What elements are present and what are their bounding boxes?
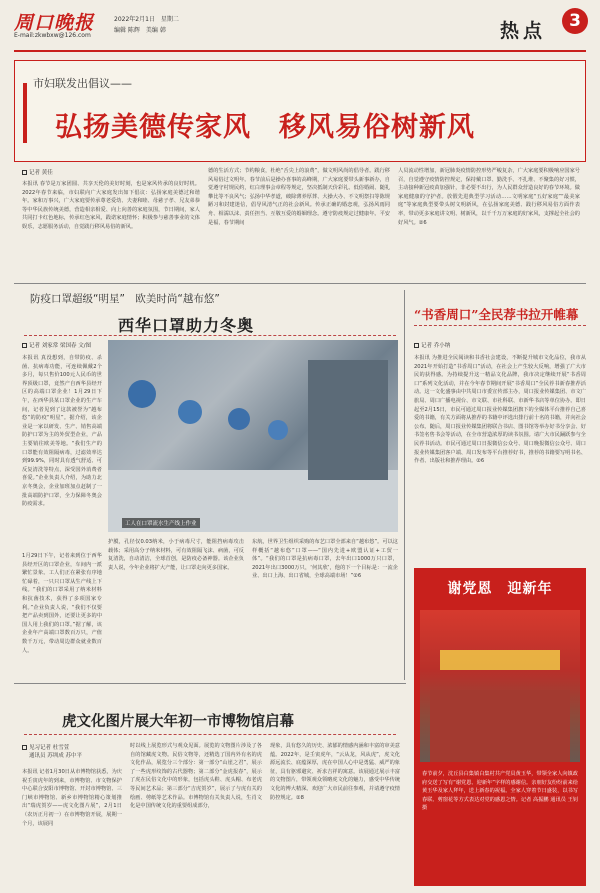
story5-byline: 见习记者 杜雪萱 通讯员 苏圳成 苏中平 — [22, 744, 112, 760]
story5-col2: 时以线上展览形式与观众见面。展览的文物图片涉及了各自的馆藏虎文物。民俗文物等，还精选了国内外有名的虎文化作品，展览分三个部分：第一部分“山崖之君”，展示了一些虎形纹饰的古代器物；第二部分“金虎报春”，展示了虎在民俗文化中的形象，包括虎头鞋、虎头帽、布老虎等民间艺术品；第三部分“吉虎贺岁”，展示了与虎有关的绘画、剪纸等艺术作品。市博物馆有关负责人说，生肖文化是中国传统文化的重要组成部分， — [130, 743, 262, 810]
story1-col1: 本报讯 春节是万家团圆、共享天伦的美好时刻，也是家风传承的良好时机。2022年春节来临，市妇联向广大家庭发出如下倡议：弘扬家庭美德过和谐年。家和万事兴，广大家庭要传承尊老爱幼、夫妻和睦、母慈子孝、兄友弟恭等中华民族传统美德，营造相亲相爱、向上向善的家庭氛围，节日期间，家人共同打卡红色地标，传承红色家风，践诺家庭情怀；积极参与慈善事业的文体娱乐，志愿服务活动，自觉践行移风易俗的新风。 — [22, 181, 200, 230]
story5-col3: 现象，具有悠久的历史、浓郁的情感内涵和丰富的审美意蕴。2022年，是壬寅虎年，“云从龙，风从虎”，虎文化源远流长、底蕴深厚，虎在中国人心中是勇猛、威严的象征，具有驱邪避灾、祈求吉祥的寓意。该展通过展示丰富的文物图片，带领观众领略虎文化的魅力，感受中华传统文化的博大精深。欢迎广大市民前往参观，并请遵守疫情防控规定。②8 — [270, 743, 400, 801]
page-number-badge: 3 — [562, 8, 588, 34]
story2-col2: 1月29日下午，记者来到位于西华县经开区的口罩企业，车间内一派繁忙景象。工人们正在紧张有序地忙碌着，一只只口罩从生产线上下线。“我们的口罩采用了纳米材料和抗菌技术，获得了多项国家专利。”企业负责人说，“我们不仅要把产品卖到国外，还要让更多的中国人用上我们的口罩。”据了解，该企业年产高端口罩数百万只，产值数千万元，带动周边群众就业数百人。 — [22, 553, 102, 654]
story2-col1: 本报讯 真没想到，自带防疫、杀菌、抗病毒功能，可连续佩戴2个多月，每只售价100元人民币的世界顶级口罩，竟然产自西华县经开区的高端口罩企业！1月29日下午，在西华县某口罩企业的生产车间，记者见到了这款被誉为“越布悠”的防疫“明星”。据介绍，该企业是一家以研发、生产、销售高端防护口罩为主的外贸型企业，产品主要销往欧美等地。“我们生产的口罩能有效阻隔病毒，过滤效率达到99.9%，同时具有透气舒适、可反复清洗等特点，深受国外消费者喜爱。”企业负责人介绍，为助力北京冬奥会，企业加班加点赶制了一批高端防护口罩，全力保障冬奥会防疫需求。 — [22, 355, 102, 508]
email-line: E-mail:zkwbxw@126.com — [14, 32, 91, 39]
story1-byline: 记者 黄佳 — [22, 169, 53, 177]
mask-factory-photo — [108, 340, 398, 532]
story4-caption: 春节前夕，沈丘县白集镇白集村共产党员黄玉华，带领全家人向镇政府交送了写有“谢党恩、迎新年”字样的感谢信。亲朋好友纷纷前来给黄玉华及家人拜年，送上新春的祝福。全家人穿着节日盛装，以书写春联、剪窗花等方式表达对党的感恩之情。记者 高振鹏 通讯员 王钊 摄 — [422, 771, 578, 812]
newspaper-logo: 周口晚报 — [14, 12, 95, 34]
masthead — [14, 8, 586, 48]
story2-col3: 护膜，孔径仅0.03纳米，小于病毒尺寸，能阻挡病毒攻击载体；采用高分子纳米材料，可有效阻隔飞沫、病菌，可反复清洗，自动清洁，全球首创，是防疫必备神器。该企业负责人说，今年企业将扩大产能，让口罩走向更多国家。 — [108, 539, 244, 571]
story5-headline: 虎文化图片展大年初一市博物馆启幕 — [62, 713, 294, 730]
story2-headline: 西华口罩助力冬奥 — [118, 316, 255, 335]
story4-banner: 谢党恩 迎新年 — [447, 581, 553, 597]
story1-col2: 德的生活方式；节约粮食，杜绝“舌尖上的浪费”，做文明风尚的倡导者。践行移风易俗过文明年。春节前后是操办喜事的高峰期，广大家庭要带头新事新办，自觉遵守村规民约，红白理事会章程等规定，坚决抵制天价彩礼、低俗婚闹、随礼攀比等不良风气；弘扬中华孝道，破除薄养厚葬、大操大办、不文明祭扫等陈规陋习和封建迷信，倡导风清气正的社会新风。传承正确的婚恋观，弘扬风雨同舟、相濡以沫、责任担当、互敬互爱的婚姻理念。遵守防疫规定过健康年。平安是福，春节期间 — [208, 168, 390, 226]
section-title: 热点 — [500, 20, 547, 42]
story2-col4: 东航，世界卫生组织采购的布艺口罩全部来自“越布悠”。可以这样概括“越布悠”口罩——“国内先进+欧盟认证+工贸一体”。“我们的口罩是抗病毒口罩，去年出口1000万只口罩，2021年出口3000万只，‘何其欣’，他的下一个目标是：一流企业、出口上海、出口省城，全球高端市场！”②6 — [252, 539, 398, 580]
story4-box — [414, 568, 586, 886]
photo-caption: 工人在口罩流水生产线上作业 — [122, 518, 200, 528]
story5-col1: 本报讯 记者1月30日从市博物馆获悉，为庆祝壬寅虎年的到来，市博物馆、市文物保护中心联合安阳市博物馆、开封市博物馆、三门峡市博物馆、新乡市博物馆精心策划推出“瑞虎贺岁——虎文化图片展”，2月1日（农历正月初一）在市博物馆开展，展期一个月，该展同 — [22, 769, 122, 827]
issue-date: 2022年2月1日 星期二 — [114, 16, 179, 23]
story2-kicker: 防疫口罩超级“明星” 欧美时尚“越布悠” — [30, 293, 220, 305]
editor-line: 编辑 陈辉 美编 韩 — [114, 27, 166, 34]
story1-header-box — [14, 60, 586, 162]
story3-body: 本报讯 为推进全民阅读和书香社会建设，不断提升城市文化品位，我市从2021年开始打造“书香周口”活动，在社会上产生较大反响，增强了广大市民的获得感。为持续提升这一精品文化品牌，我市决定继续开展“书香周口”系列文化活动，并在今年春节期间开展“书香周口”全民荐书新春推荐活动。这一文化盛事由中共周口市委宣传部主办，周口报业传媒集团、市文广旅局、周口广播电视台、市文联、市社科联、市新华书店等单位协办。即日起至2月15日，市民可通过周口报业传媒集团旗下的全媒体平台推荐自己喜爱的书籍，有关方面将从推荐的书籍中评选出排行前十名的书籍，并向社会公布。随后，周口报业传媒集团将联合书店、图书馆等举办好书分享会、好书签名售书会等活动，在全市营造浓厚的读书氛围。请广大市民踊跃参与全民荐书活动。市民可通过周口日报微信公众号、周口晚报微信公众号、周口报业传媒集团客户端、周口发布等平台推荐好书，推荐的书籍要写明书名、作者、出版社和推荐理由。②6 — [414, 355, 586, 465]
story3-headline: “书香周口”全民荐书拉开帷幕 — [414, 307, 579, 322]
story1-headline: 弘扬美德传家风 移风易俗树新风 — [55, 112, 475, 143]
story1-col3: 人员流动性增加，新冠肺炎疫情防控形势严峻复杂，广大家庭要积极响应国家号召，自觉遵守疫情防控规定，保持戴口罩、勤洗手、不扎堆、不聚集的好习惯，主动接种新冠疫苗加强针，非必要不出行，为人民群众营造良好的春节环境。做家庭健康的守护者。放假先进典型学习活动……文明家庭“五好家庭”“最美家庭”等家庭典型要带头树文明新风，在弘扬家庭美德、践行移风易俗方面作表率，带动更多家庭讲文明、树新风，以千千万万家庭的好家风，支撑起全社会的好风气。②6 — [398, 168, 580, 226]
story2-byline: 记者 刘家常 梁国春 文/图 — [22, 342, 91, 350]
masthead-rule — [14, 50, 586, 52]
story3-byline: 记者 乔小纳 — [414, 342, 450, 350]
byline-box-icon — [22, 170, 27, 175]
story1-kicker: 市妇联发出倡议—— — [33, 77, 132, 90]
family-photo — [420, 610, 580, 762]
